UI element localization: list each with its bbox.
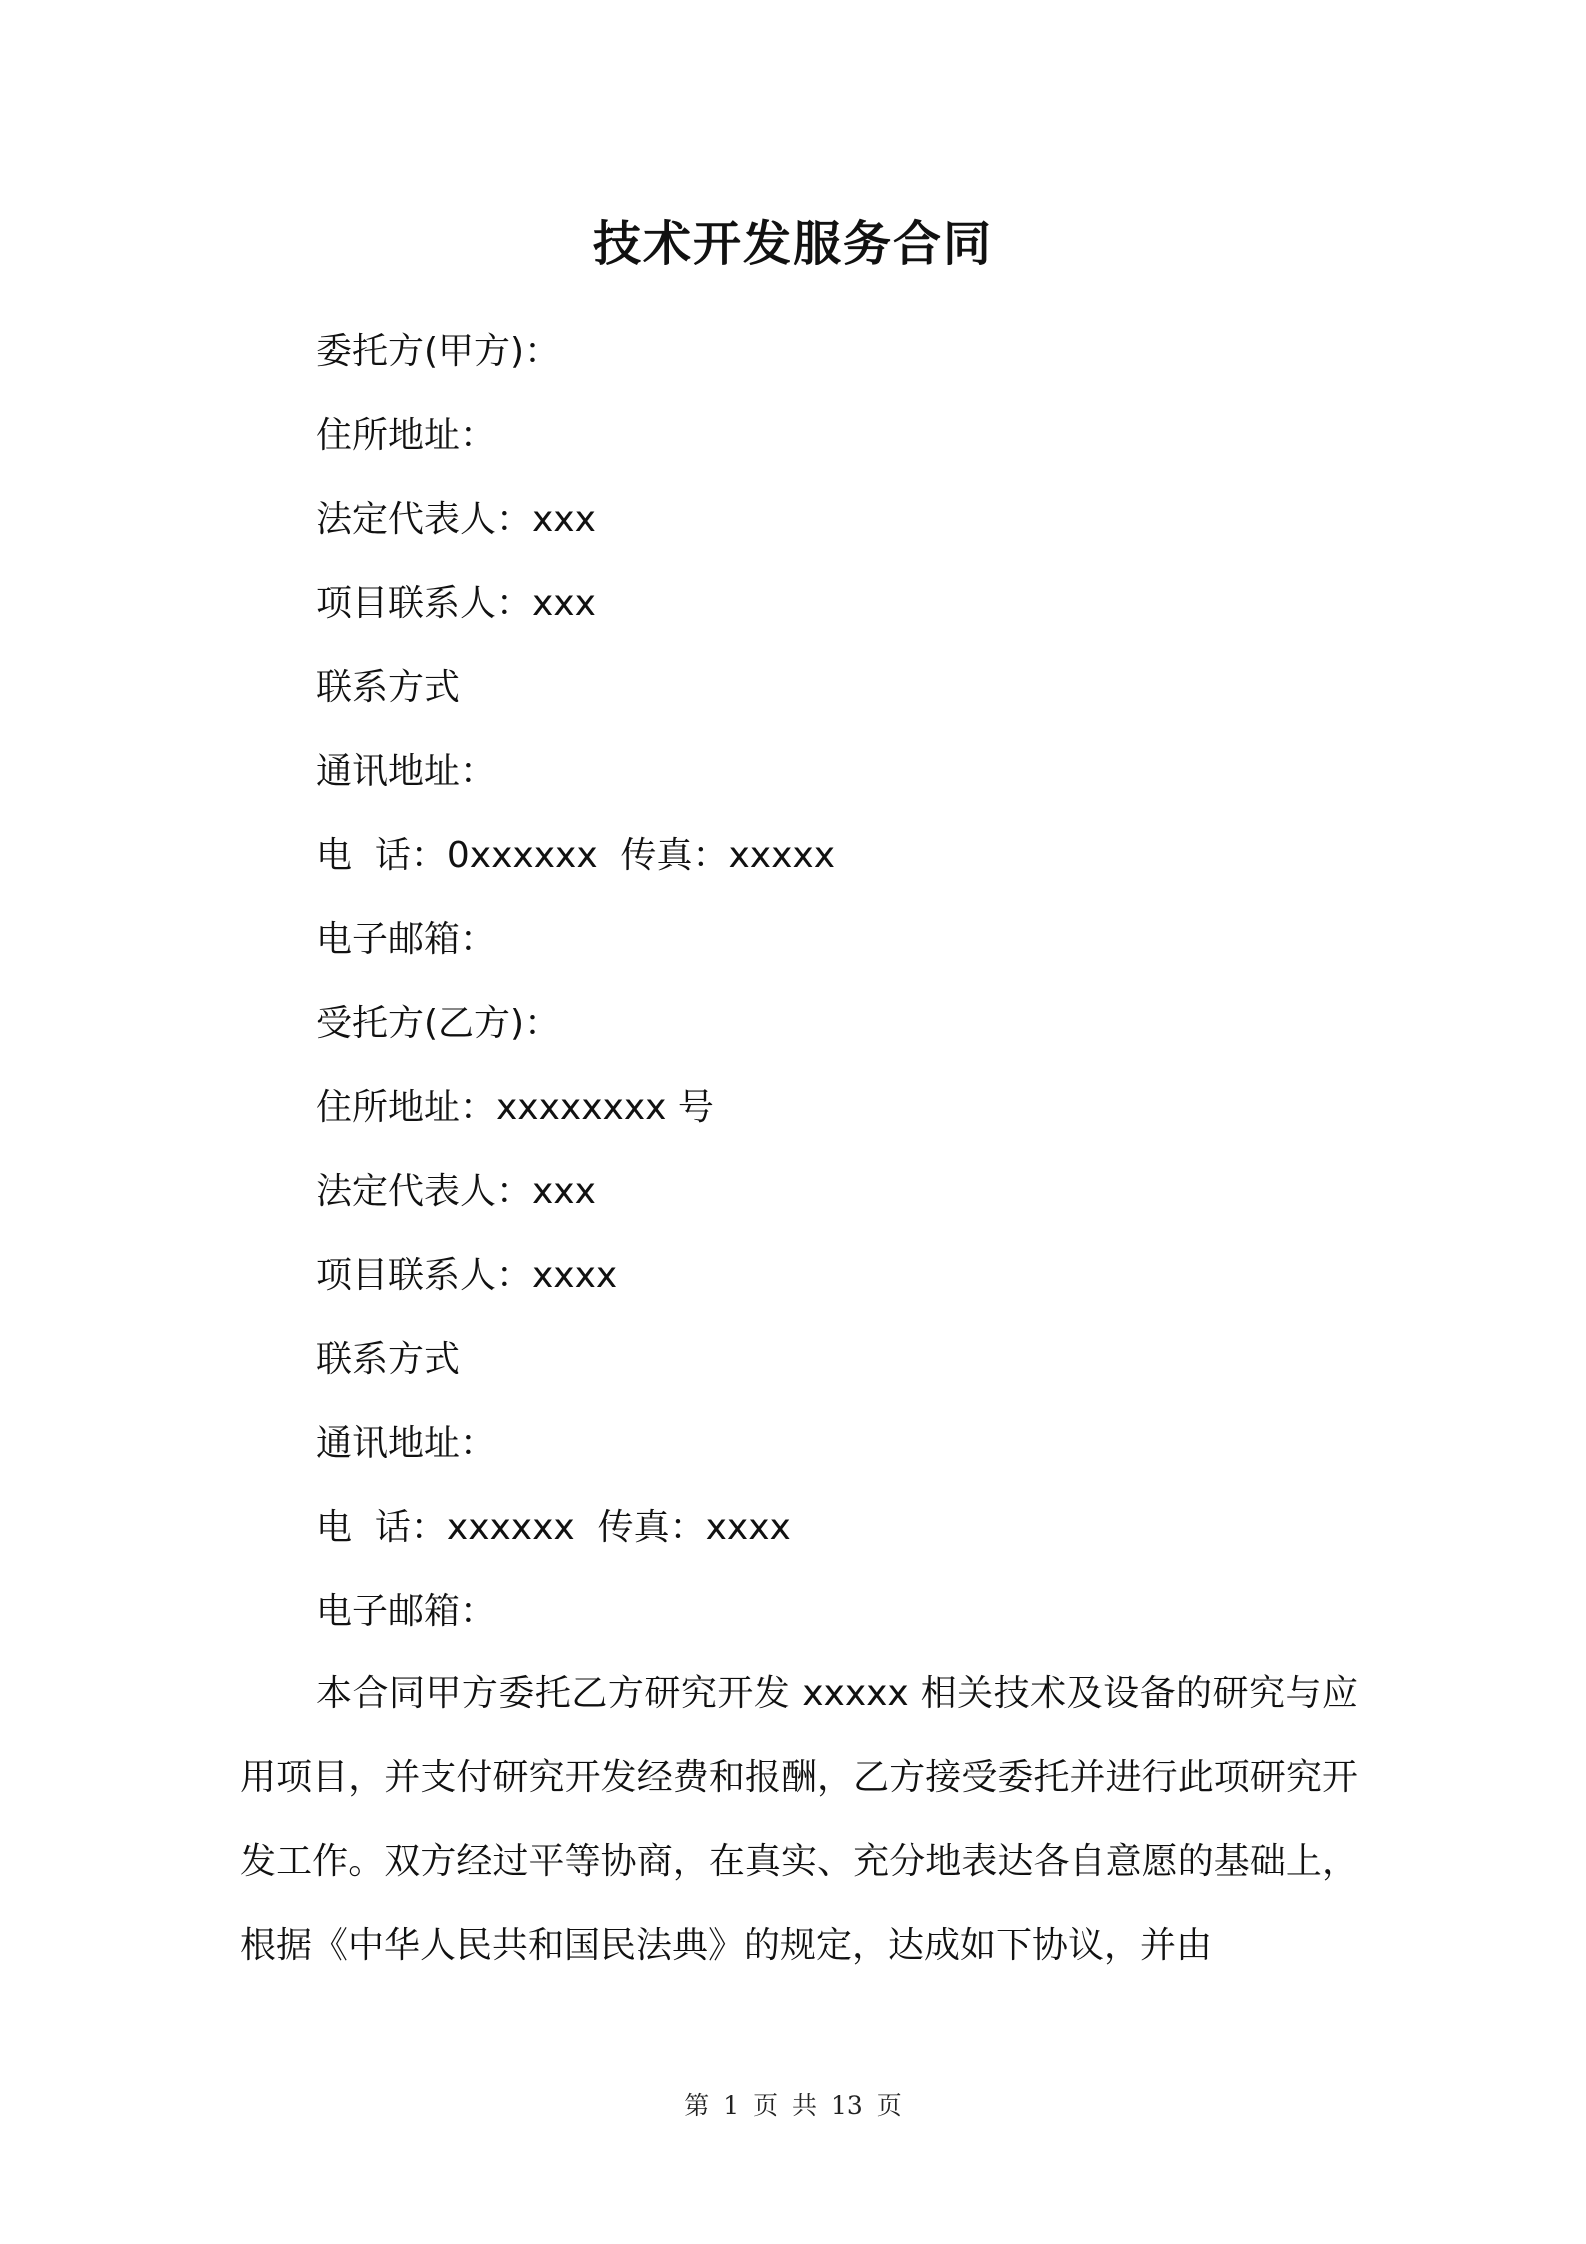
- field-party-a-contact-method: 联系方式: [316, 667, 461, 708]
- field-party-b-phone-fax: 电 话：xxxxxx 传真：xxxx: [316, 1507, 791, 1548]
- page-footer: 第 1 页 共 13 页: [684, 2091, 902, 2120]
- field-party-a-address: 住所地址：: [316, 415, 497, 456]
- field-party-b-address: 住所地址：xxxxxxxx 号: [316, 1087, 714, 1128]
- field-party-a-legal-rep: 法定代表人：xxx: [316, 499, 596, 540]
- field-party-b-contact-method: 联系方式: [316, 1339, 461, 1380]
- field-party-a-phone-fax: 电 话：0xxxxxx 传真：xxxxx: [316, 835, 836, 876]
- field-party-b-contact-person: 项目联系人：xxxx: [316, 1255, 618, 1296]
- field-party-a-email: 电子邮箱：: [316, 919, 497, 960]
- field-party-a-mailing-address: 通讯地址：: [316, 751, 497, 792]
- field-party-a-contact-person: 项目联系人：xxx: [316, 583, 596, 624]
- party-info-section: [316, 320, 1416, 1664]
- contract-preamble: 本合同甲方委托乙方研究开发 xxxxx 相关技术及设备的研究与应用项目，并支付研究开发经费和报酬，乙方接受委托并进行此项研究开发工作。双方经过平等协商，在真实、充分地表达各自意愿的基础上，根据《中华人民共和国民法典》的规定，达成如下协议，并由: [240, 1673, 1358, 1966]
- field-party-b-mailing-address: 通讯地址：: [316, 1423, 497, 1464]
- field-party-a: 委托方(甲方)：: [316, 331, 561, 372]
- field-party-b: 受托方(乙方)：: [316, 1003, 561, 1044]
- field-party-b-email: 电子邮箱：: [316, 1591, 497, 1632]
- document-title: 技术开发服务合同: [592, 216, 993, 272]
- field-party-b-legal-rep: 法定代表人：xxx: [316, 1171, 596, 1212]
